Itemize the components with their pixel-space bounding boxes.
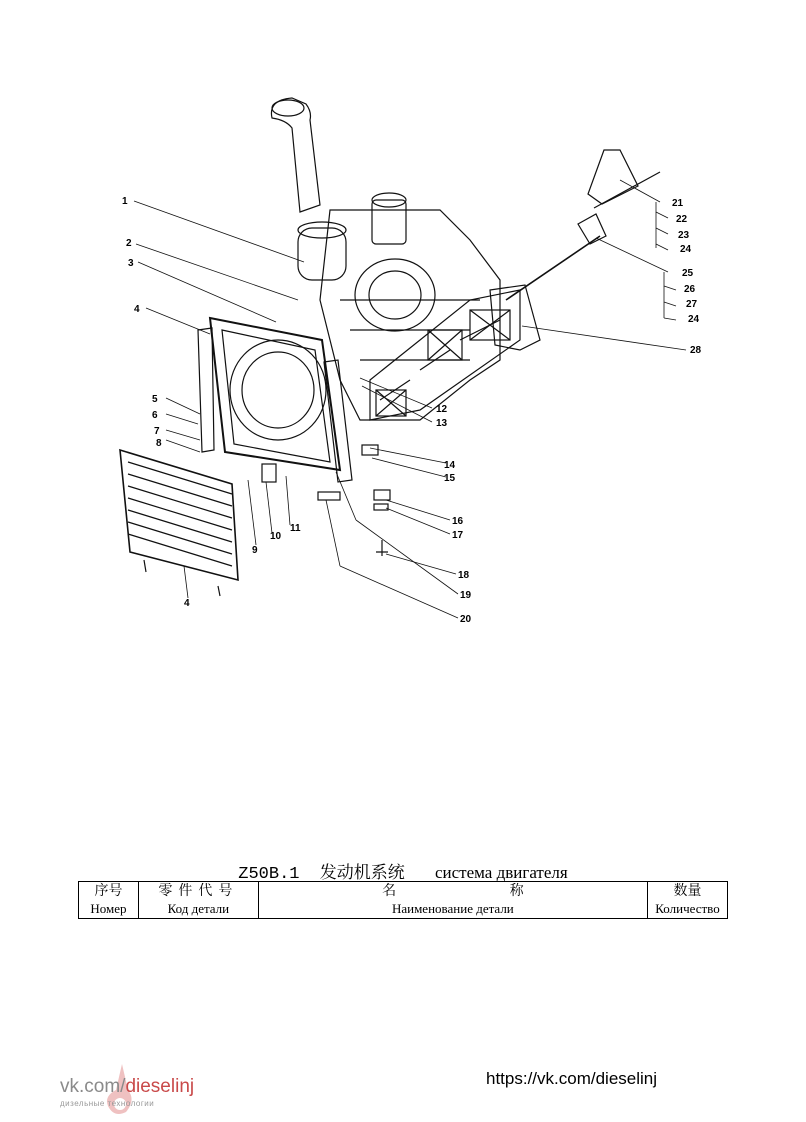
callout-13: 13	[436, 418, 448, 429]
watermark-url	[60, 1076, 194, 1098]
header-number-ru: Номер	[90, 901, 127, 916]
callout-2: 2	[126, 238, 132, 249]
callout-5: 5	[152, 394, 158, 405]
callout-17: 17	[452, 530, 464, 541]
header-part-name	[258, 882, 647, 919]
callout-8: 8	[156, 438, 162, 449]
callout-19: 19	[460, 590, 472, 601]
callout-7: 7	[154, 426, 160, 437]
parts-table	[78, 881, 728, 919]
header-part-code-ru: Код детали	[167, 901, 230, 916]
title-code: Z50B.1	[238, 865, 300, 884]
callout-25: 25	[682, 268, 694, 279]
header-number	[79, 882, 139, 919]
header-part-name-ru: Наименование детали	[391, 901, 514, 916]
watermark-tagline: дизельные технологии	[60, 1099, 155, 1108]
callout-4: 4	[184, 598, 190, 609]
callout-20: 20	[460, 614, 472, 625]
header-part-code	[138, 882, 258, 919]
header-quantity-zh: 数量	[673, 884, 702, 899]
callout-12: 12	[436, 404, 448, 415]
watermark-url-prefix: vk.com/	[60, 1076, 126, 1097]
callout-28: 28	[690, 345, 702, 356]
title-russian: система двигателя	[434, 863, 568, 882]
callout-4: 4	[134, 304, 140, 315]
callout-22: 22	[676, 214, 688, 225]
callout-1: 1	[122, 196, 128, 207]
header-part-code-zh: 零件代号	[158, 884, 239, 899]
callout-16: 16	[452, 516, 464, 527]
callout-24: 24	[680, 244, 692, 255]
callout-3: 3	[128, 258, 134, 269]
header-part-name-zh: 名 称	[382, 884, 524, 899]
callout-14: 14	[444, 460, 456, 471]
callout-18: 18	[458, 570, 470, 581]
header-quantity	[648, 882, 728, 919]
callout-6: 6	[152, 410, 158, 421]
callout-24: 24	[688, 314, 700, 325]
title-chinese: 发动机系统	[319, 863, 405, 882]
callout-27: 27	[686, 299, 698, 310]
footer-link[interactable]: https://vk.com/dieselinj	[486, 1069, 658, 1088]
parts-table-header	[79, 882, 728, 919]
callout-26: 26	[684, 284, 696, 295]
header-number-zh: 序号	[94, 884, 123, 899]
callout-10: 10	[270, 531, 282, 542]
watermark-url-name: dieselinj	[125, 1076, 195, 1097]
callout-23: 23	[678, 230, 690, 241]
callout-15: 15	[444, 473, 456, 484]
callout-21: 21	[672, 198, 684, 209]
callout-9: 9	[252, 545, 258, 556]
header-quantity-ru: Количество	[655, 901, 720, 916]
callout-11: 11	[290, 523, 301, 534]
